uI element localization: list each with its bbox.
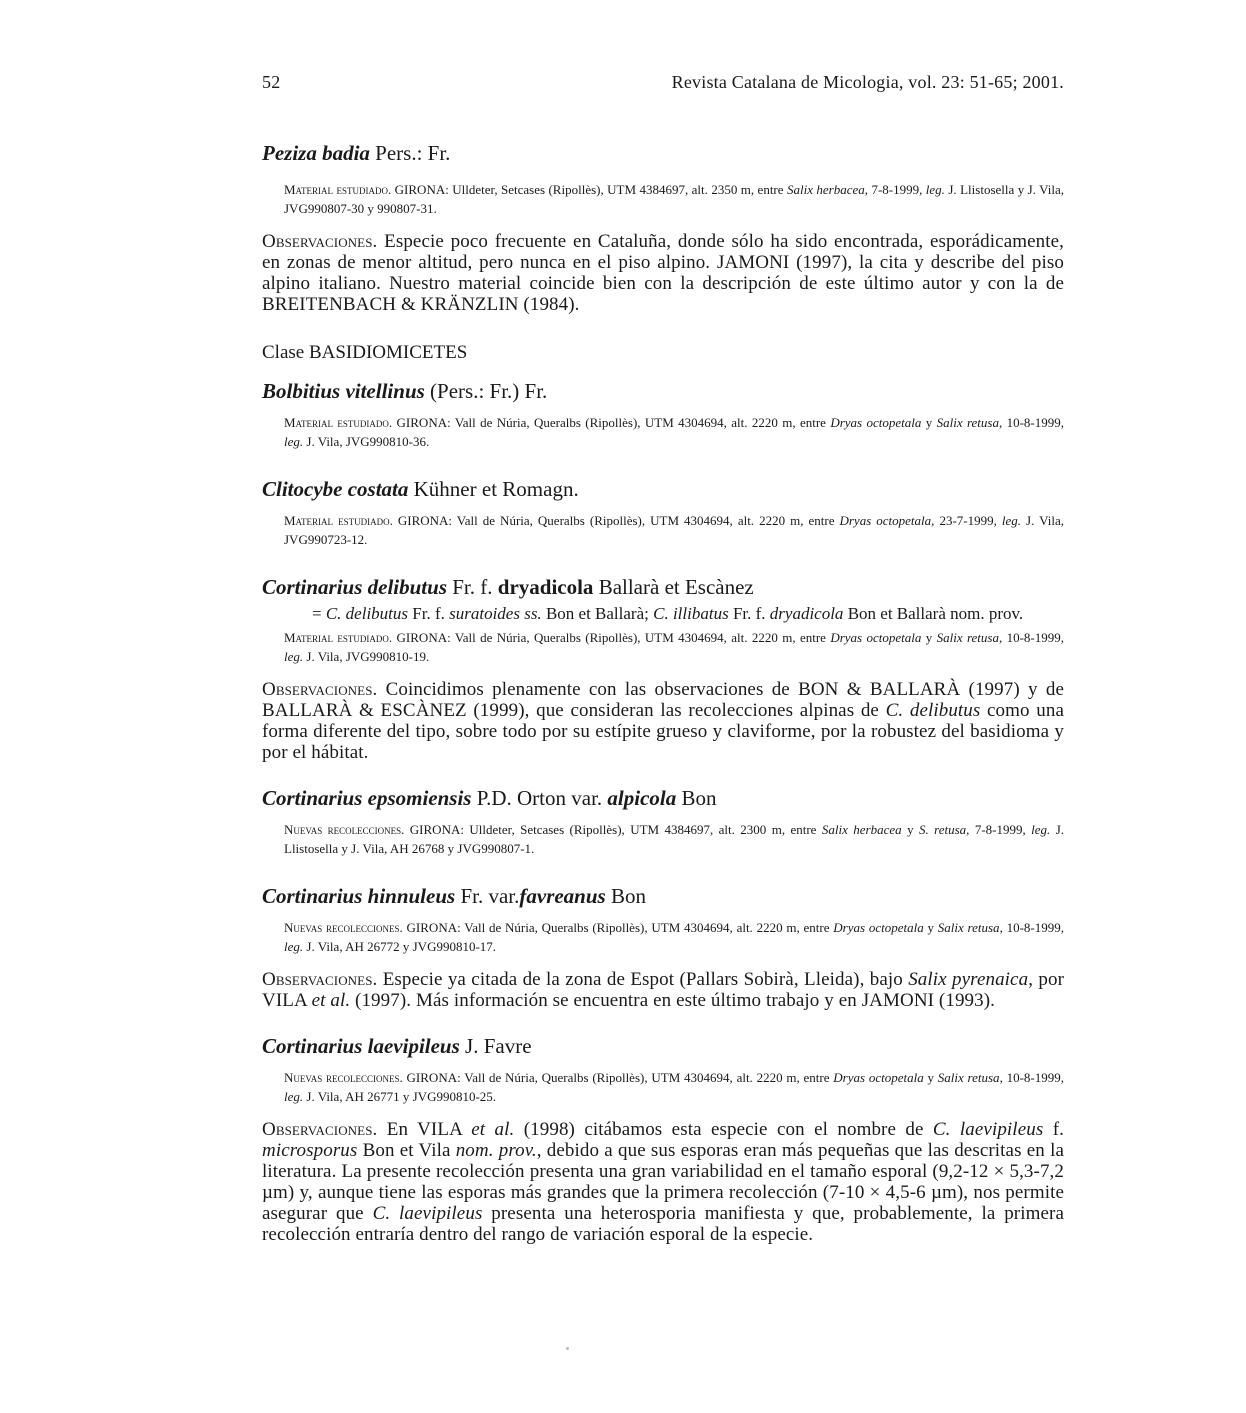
- host-name: Dryas octopetala: [839, 513, 932, 528]
- class-heading: Clase BASIDIOMICETES: [262, 342, 468, 363]
- et-al: et al.: [311, 990, 351, 1011]
- material-text: GIRONA: Vall de Núria, Queralbs (Ripollès), UTM 4304694, alt. 2220 m, entre: [402, 920, 834, 935]
- leg-abbrev: leg.: [1001, 513, 1022, 528]
- species-name: Peziza badia: [262, 141, 370, 165]
- page-number: 52: [262, 72, 281, 92]
- rank-text: P.D. Orton var.: [471, 786, 608, 810]
- material-paragraph: [284, 413, 1064, 451]
- species-name: Clitocybe costata: [262, 477, 409, 501]
- observations-paragraph: [262, 1119, 1064, 1245]
- species-name: Cortinarius epsomiensis: [262, 786, 472, 810]
- species-author: (Pers.: Fr.) Fr.: [424, 379, 548, 403]
- observations-text: , debido a que sus esporas eran más pequeñas que las descritas en la literatura. La presente recolección presenta una gran variabilidad en el tamaño esporal (9,2-12 × 5,3-7,2 µm) y, aunque tiene las esporas más grandes que la primera recolección (7-10 × 4,5-6 µm), nos permite asegurar que: [262, 1140, 1064, 1224]
- observations-label: Observaciones.: [262, 231, 378, 252]
- observations-text: (1998) citábamos esta especie con el nombre de: [514, 1119, 933, 1140]
- material-text: , 7-8-1999,: [864, 182, 926, 197]
- observations-label: Observaciones.: [262, 969, 378, 990]
- material-text: y: [923, 920, 938, 935]
- material-label: Material estudiado.: [284, 415, 393, 430]
- material-label: Nuevas recolecciones.: [284, 920, 403, 935]
- journal-citation: Revista Catalana de Micologia, vol. 23: 51-65; 2001.: [671, 72, 1064, 92]
- variety-name: alpicola: [607, 786, 677, 810]
- observations-text: presenta una heterosporia manifiesta y que, probablemente, la primera recolección entraría dentro del rango de variación esporal de la especie.: [262, 1203, 1064, 1245]
- material-text: , 23-7-1999,: [931, 513, 1002, 528]
- material-text: GIRONA: Vall de Núria, Queralbs (Ripollès), UTM 4304694, alt. 2220 m, entre: [402, 1070, 834, 1085]
- species-heading: [262, 1033, 1064, 1059]
- species-heading: [262, 883, 1064, 909]
- material-text: , 10-8-1999,: [999, 1070, 1064, 1085]
- observations-text: Bon et Vila: [357, 1140, 456, 1161]
- observations-text: Especie poco frecuente en Cataluña, donde sólo ha sido encontrada, esporádicamente, en zonas de menor altitud, pero nunca en el piso alpino. JAMONI (1997), la cita y describe del piso alpino italiano. Nuestro material coincide bien con la descripción de este último autor y con la de BREITENBACH & KRÄNZLIN (1984).: [262, 231, 1064, 315]
- host-name: S. retusa: [918, 822, 967, 837]
- species-name: Cortinarius delibutus: [262, 575, 447, 599]
- material-text: GIRONA: Vall de Núria, Queralbs (Ripollès), UTM 4304694, alt. 2220 m, entre: [392, 630, 831, 645]
- synonym-text: Fr. f.: [408, 604, 450, 623]
- rank-text: Fr. var.: [455, 884, 520, 908]
- species-heading: [262, 140, 1064, 166]
- host-name: Dryas octopetala: [833, 1070, 924, 1085]
- scan-speck: [566, 1347, 569, 1350]
- observations-paragraph: [262, 231, 1064, 315]
- species-name: Cortinarius hinnuleus: [262, 884, 456, 908]
- nom-prov: nom. prov.: [455, 1140, 537, 1161]
- species-author: Pers.: Fr.: [369, 141, 451, 165]
- material-text: GIRONA: Ulldeter, Setcases (Ripollès), UTM 4384697, alt. 2350 m, entre: [391, 182, 787, 197]
- material-text: J. Vila, AH 26771 y JVG990810-25.: [303, 1089, 497, 1104]
- species-author: Kühner et Romagn.: [408, 477, 579, 501]
- host-name: Salix retusa: [936, 415, 999, 430]
- material-label: Nuevas recolecciones.: [284, 1070, 403, 1085]
- observations-text: En VILA: [377, 1119, 472, 1140]
- species-heading: [262, 785, 1064, 811]
- material-paragraph: [284, 1068, 1064, 1106]
- et-al: et al.: [471, 1119, 515, 1140]
- material-text: J. Vila, AH 26772 y JVG990810-17.: [303, 939, 497, 954]
- host-name: Salix retusa: [937, 920, 1000, 935]
- leg-abbrev: leg.: [1031, 822, 1051, 837]
- material-label: Material estudiado.: [284, 513, 393, 528]
- species-heading: [262, 574, 1064, 600]
- species-author: Ballarà et Escànez: [593, 575, 754, 599]
- material-paragraph: [284, 511, 1064, 549]
- species-author: Bon: [676, 786, 717, 810]
- leg-abbrev: leg.: [925, 182, 945, 197]
- material-text: , 7-8-1999,: [966, 822, 1032, 837]
- material-label: Material estudiado.: [284, 630, 393, 645]
- material-paragraph: [284, 628, 1064, 666]
- synonym-name: C. illibatus: [653, 604, 729, 623]
- host-name: Dryas octopetala: [830, 630, 922, 645]
- leg-abbrev: leg.: [284, 939, 304, 954]
- material-text: J. Vila, JVG990810-19.: [303, 649, 430, 664]
- material-text: GIRONA: Vall de Núria, Queralbs (Ripollès), UTM 4304694, alt. 2220 m, entre: [392, 415, 831, 430]
- material-text: y: [921, 630, 937, 645]
- synonym-text: Bon et Ballarà nom. prov.: [843, 604, 1024, 623]
- synonym-text: =: [312, 604, 326, 623]
- species-name: Bolbitius vitellinus: [262, 379, 425, 403]
- material-text: J. Llistosella y J. Vila, JVG990807-30 y 990807-31.: [284, 182, 1064, 216]
- material-text: y: [921, 415, 937, 430]
- species-heading: [262, 476, 1064, 502]
- species-ref: C. laevipileus: [372, 1203, 483, 1224]
- synonym-text: Bon et Ballarà;: [541, 604, 654, 623]
- host-name: Salix retusa: [937, 1070, 1000, 1085]
- material-label: Material estudiado.: [284, 182, 392, 197]
- synonym-text: Fr. f.: [728, 604, 770, 623]
- form-name: dryadicola: [497, 575, 594, 599]
- material-text: GIRONA: Ulldeter, Setcases (Ripollès), UTM 4384697, alt. 2300 m, entre: [404, 822, 822, 837]
- material-text: , 10-8-1999,: [998, 630, 1065, 645]
- species-ref: C. delibutus: [885, 700, 981, 721]
- host-name: Salix herbacea: [786, 182, 865, 197]
- synonym-form: suratoides ss.: [449, 604, 542, 623]
- observations-paragraph: [262, 679, 1064, 763]
- material-text: , 10-8-1999,: [999, 920, 1064, 935]
- material-text: y: [923, 1070, 938, 1085]
- material-label: Nuevas recolecciones.: [284, 822, 405, 837]
- observations-text: como una forma diferente del tipo, sobre todo por su estípite grueso y claviforme, por la robustez del basidioma y por el hábitat.: [262, 700, 1064, 763]
- species-heading: [262, 378, 1064, 404]
- species-ref: C. laevipileus: [932, 1119, 1044, 1140]
- material-text: , 10-8-1999,: [998, 415, 1065, 430]
- host-name: Salix herbacea: [821, 822, 902, 837]
- material-paragraph: [284, 180, 1064, 218]
- material-text: GIRONA: Vall de Núria, Queralbs (Ripollès), UTM 4304694, alt. 2220 m, entre: [392, 513, 840, 528]
- material-text: y: [901, 822, 919, 837]
- leg-abbrev: leg.: [284, 434, 304, 449]
- material-paragraph: [284, 820, 1064, 858]
- observations-text: Especie ya citada de la zona de Espot (Pallars Sobirà, Lleida), bajo: [377, 969, 909, 990]
- species-author: Bon: [605, 884, 646, 908]
- observations-text: Coincidimos plenamente con las observaciones de BON & BALLARÀ (1997) y de BALLARÀ & ESCÀNEZ (1999), que consideran las recolecciones alpinas de: [262, 679, 1064, 721]
- material-text: J. Vila, JVG990723-12.: [284, 513, 1064, 547]
- leg-abbrev: leg.: [284, 649, 304, 664]
- synonym-form: dryadicola: [769, 604, 844, 623]
- synonym-name: C. delibutus: [325, 604, 409, 623]
- synonymy: [312, 603, 1064, 625]
- host-name: Dryas octopetala: [833, 920, 924, 935]
- host-name: Salix pyrenaica: [908, 969, 1029, 990]
- leg-abbrev: leg.: [284, 1089, 304, 1104]
- observations-text: (1997). Más información se encuentra en este último trabajo y en JAMONI (1993).: [350, 990, 996, 1011]
- observations-text: , por VILA: [262, 969, 1065, 1011]
- running-header: [262, 72, 1064, 93]
- species-name: Cortinarius laevipileus: [262, 1034, 460, 1058]
- observations-paragraph: [262, 969, 1064, 1011]
- host-name: Salix retusa: [936, 630, 999, 645]
- species-author: J. Favre: [459, 1034, 532, 1058]
- material-paragraph: [284, 918, 1064, 956]
- observations-label: Observaciones.: [262, 679, 378, 700]
- observations-text: f.: [1043, 1119, 1064, 1140]
- form-name: microsporus: [262, 1140, 358, 1161]
- variety-name: favreanus: [519, 884, 606, 908]
- material-text: J. Llistosella y J. Vila, AH 26768 y JVG990807-1.: [284, 822, 1065, 856]
- page: [262, 70, 1064, 1245]
- observations-label: Observaciones.: [262, 1119, 378, 1140]
- host-name: Dryas octopetala: [830, 415, 922, 430]
- rank-text: Fr. f.: [447, 575, 498, 599]
- material-text: J. Vila, JVG990810-36.: [303, 434, 430, 449]
